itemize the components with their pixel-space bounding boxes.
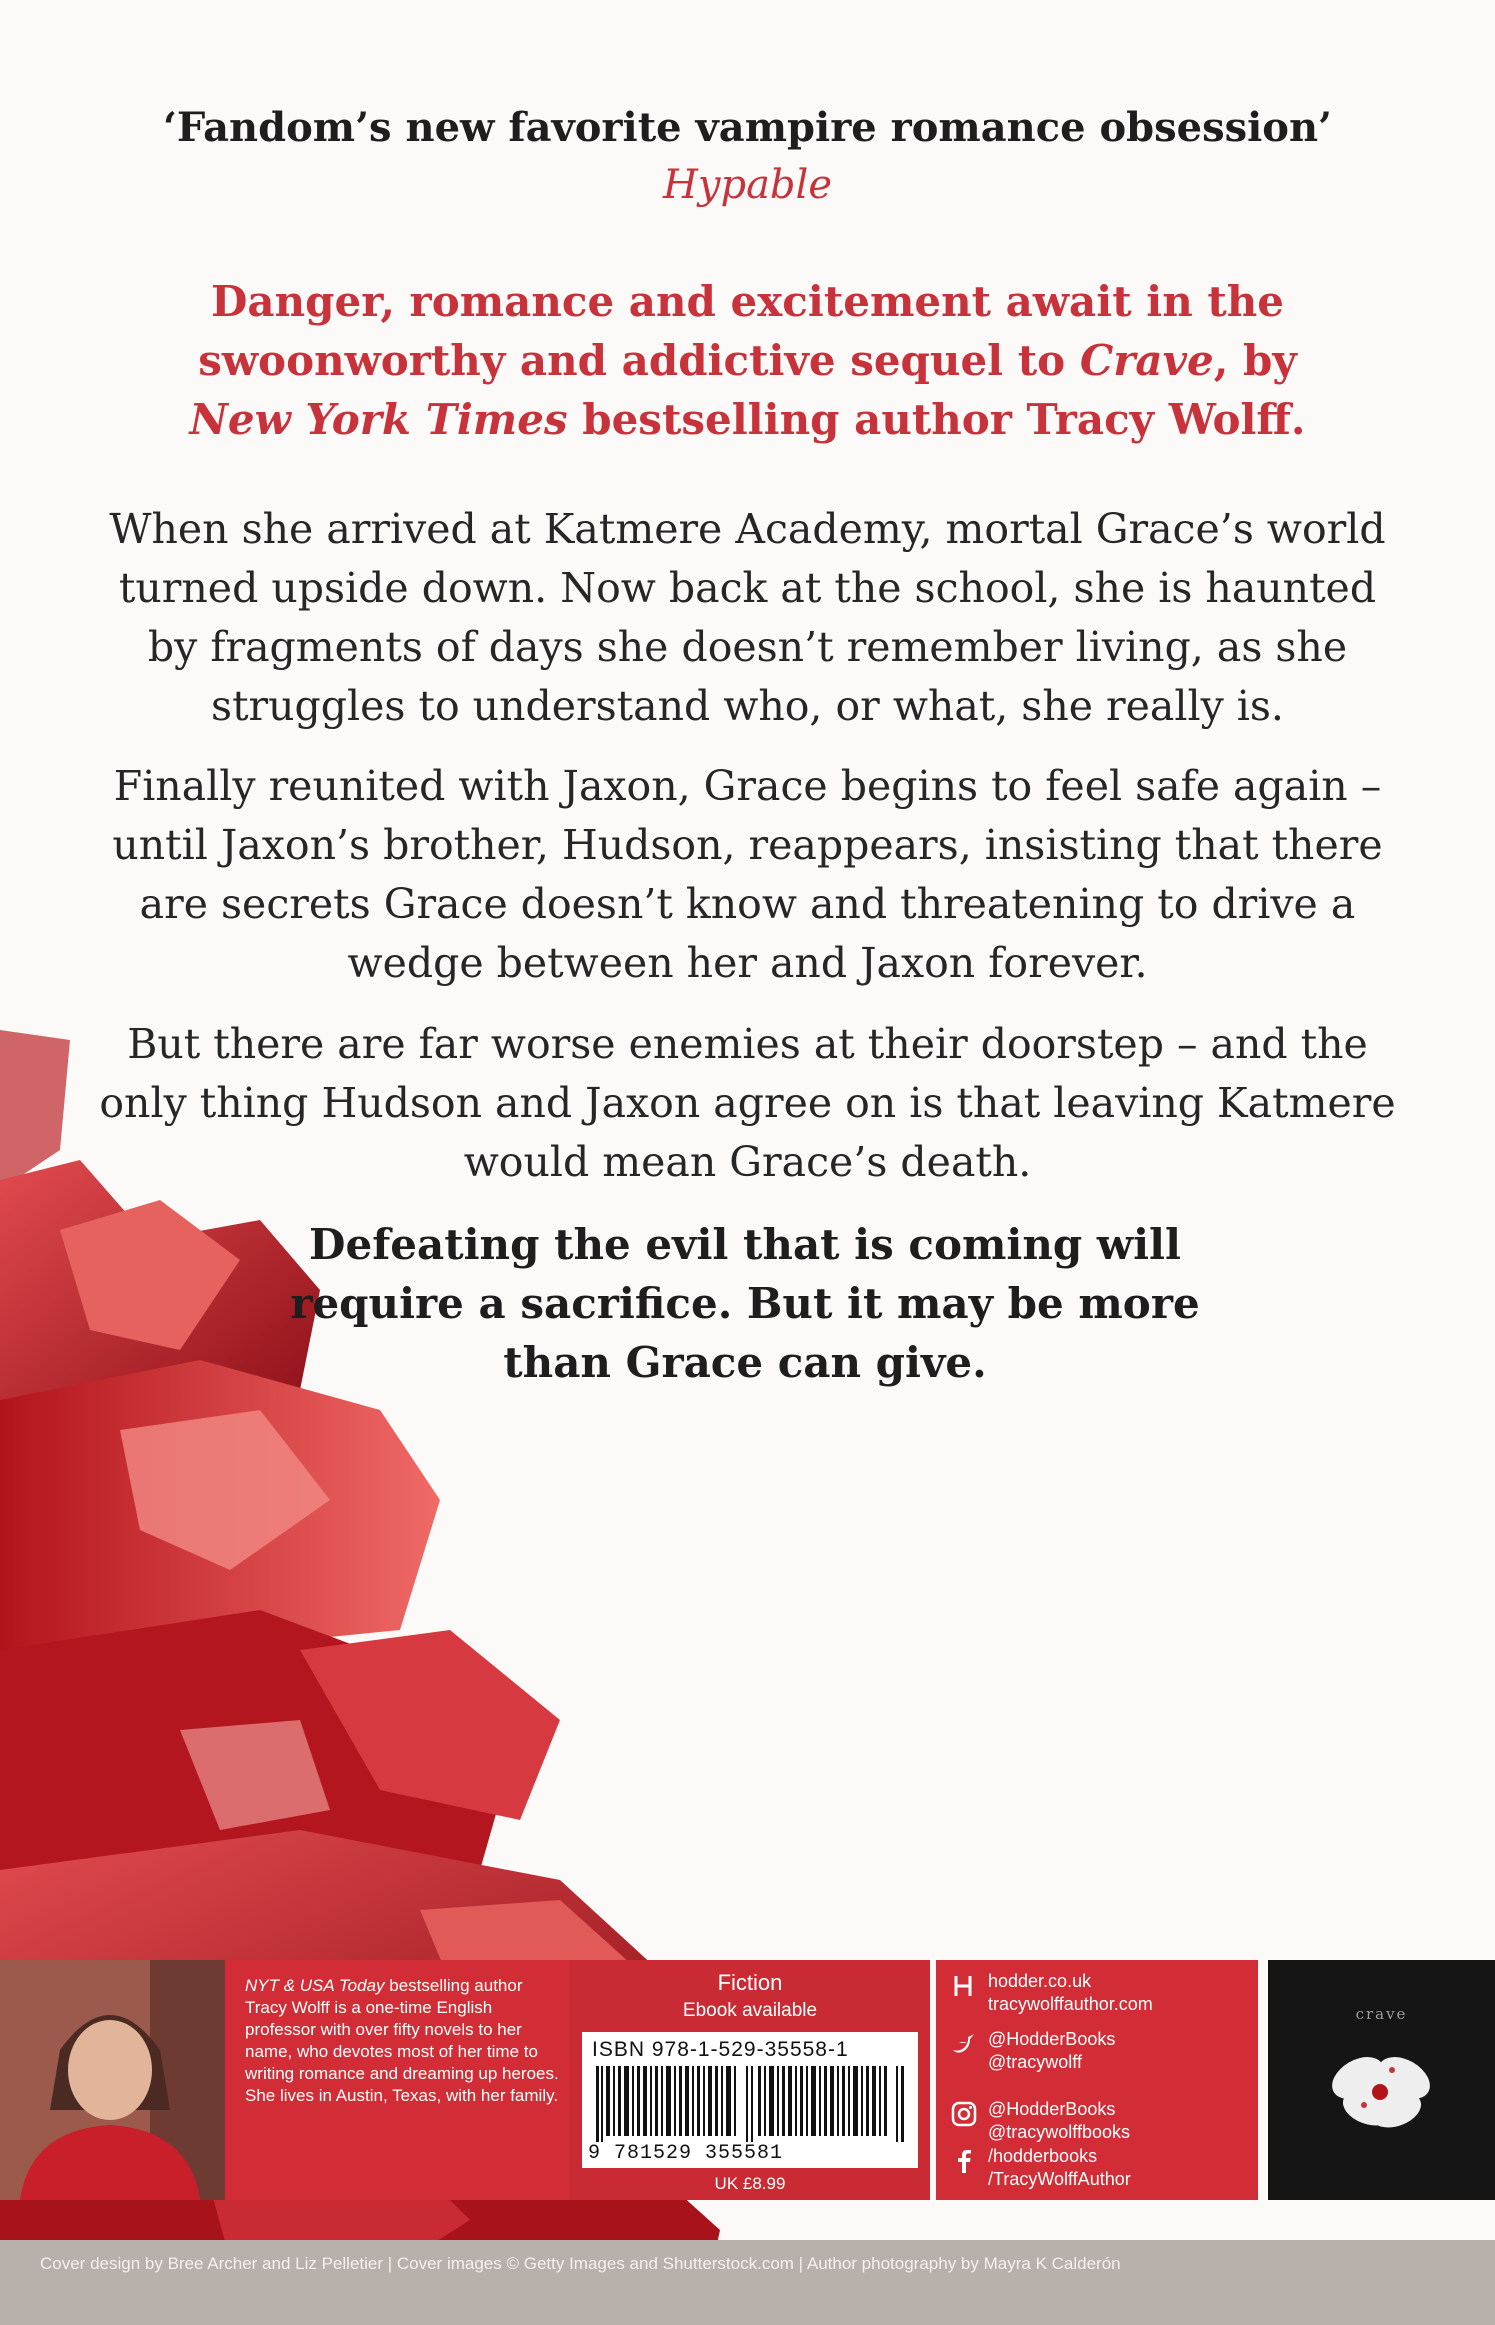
instagram-icon: [950, 2100, 978, 2128]
instagram-link-1[interactable]: @HodderBooks: [988, 2099, 1116, 2119]
hodder-logo-icon: [950, 1972, 978, 2000]
instagram-link-2[interactable]: @tracywolffbooks: [988, 2122, 1130, 2142]
synopsis-paragraph-2: Finally reunited with Jaxon, Grace begins to feel safe again – until Jaxon’s brother, Hudson, reappears, insisting that there are secrets Grace doesn’t know and threatening to drive a wedge between her and Jaxon forever.: [112, 762, 1383, 987]
facebook-icon: [950, 2147, 978, 2175]
facebook-link-1[interactable]: /hodderbooks: [988, 2146, 1098, 2166]
review-quote: ‘Fandom’s new favorite vampire romance obsession’: [163, 104, 1332, 151]
intro-nyt: New York Times: [189, 395, 568, 444]
intro-crave-title: Crave: [1079, 336, 1214, 385]
author-bio-text: bestselling author Tracy Wolff is a one-time English professor with over fifty novels to her name, who devotes most of her time to writing romance and dreaming up heroes. She lives in Austin, Texas, with her family.: [245, 1976, 559, 2105]
twitter-link-1[interactable]: @HodderBooks: [988, 2029, 1116, 2049]
closing-tagline: Defeating the evil that is coming will require a sacrifice. But it may be more than Grace can give.: [290, 1220, 1200, 1387]
facebook-link-2[interactable]: /TracyWolffAuthor: [988, 2169, 1131, 2189]
cover-credits: Cover design by Bree Archer and Liz Pelletier | Cover images © Getty Images and Shutterstock.com | Author photography by Mayra K Calderón: [40, 2254, 1121, 2273]
intro-part-2: , by: [1213, 336, 1297, 385]
barcode: [582, 2032, 918, 2168]
synopsis-paragraph-1: When she arrived at Katmere Academy, mortal Grace’s world turned upside down. Now back at the school, she is haunted by fragments of days she doesn’t remember living, as she struggles to understand who, or what, she really is.: [109, 505, 1386, 730]
author-photo: [0, 1960, 225, 2200]
ebook-note: Ebook available: [682, 2000, 818, 2021]
author-bio-panel: [225, 1960, 570, 2200]
barcode-digits: 9 781529 355581: [588, 2142, 784, 2165]
website-link-1[interactable]: hodder.co.uk: [988, 1971, 1092, 1991]
intro-blurb: [150, 272, 1345, 449]
review-source: Hypable: [662, 162, 832, 208]
author-bio: [245, 1975, 565, 2107]
twitter-icon: [950, 2030, 978, 2058]
social-links-panel: [936, 1960, 1258, 2200]
genre-label: Fiction: [717, 1970, 783, 1995]
website-link-2[interactable]: tracywolffauthor.com: [988, 1994, 1153, 2014]
author-bio-lead: NYT & USA Today: [245, 1976, 385, 1995]
isbn: ISBN 978-1-529-35558-1: [592, 2038, 849, 2061]
crave-book-cover-thumbnail: [1268, 1960, 1495, 2200]
barcode-bars: [596, 2066, 906, 2142]
book-thumb-title: crave: [1355, 2005, 1408, 2023]
synopsis-paragraph-3: But there are far worse enemies at their doorstep – and the only thing Hudson and Jaxon agree on is that leaving Katmere would mean Grace’s death.: [99, 1020, 1396, 1186]
intro-part-1: Danger, romance and excitement await in the swoonworthy and addictive sequel to: [198, 277, 1285, 385]
intro-part-3: bestselling author Tracy Wolff.: [567, 395, 1306, 444]
white-flower-image: [1268, 1960, 1495, 2200]
credits-bar: [0, 2240, 1495, 2325]
twitter-link-2[interactable]: @tracywolff: [988, 2052, 1082, 2072]
book-info-panel: [570, 1960, 930, 2200]
price: UK £8.99: [714, 2174, 786, 2193]
